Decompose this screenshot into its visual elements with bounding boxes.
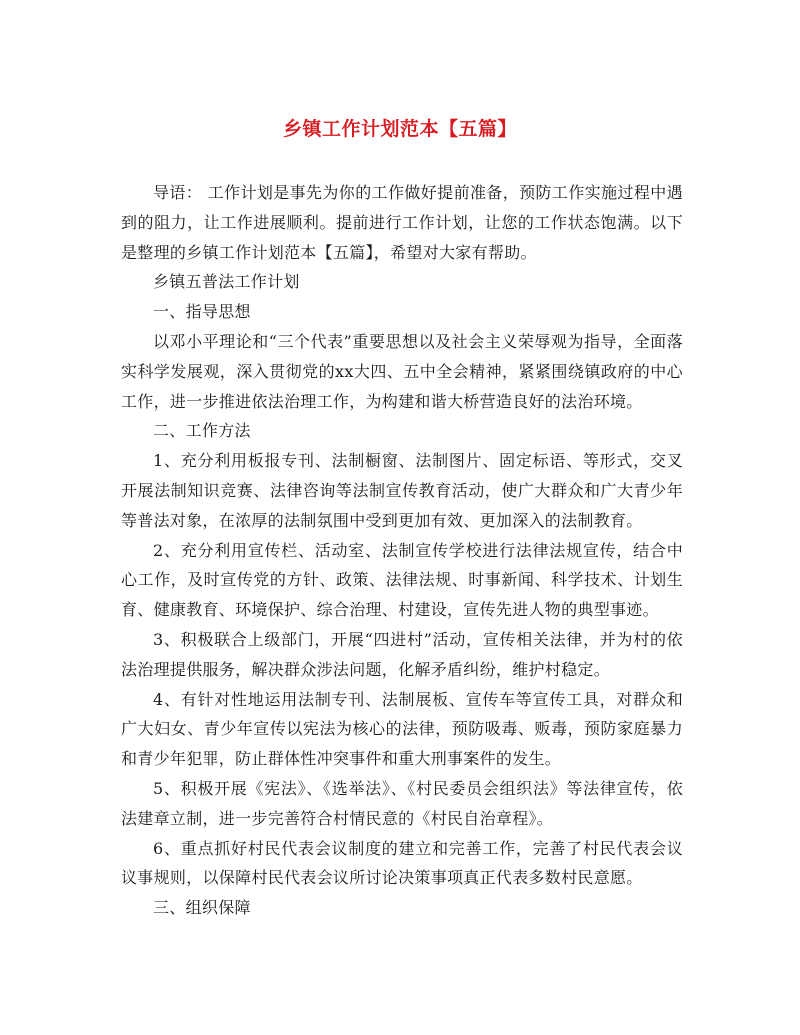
method-item-4: 4、有针对性地运用法制专刊、法制展板、宣传车等宣传工具，对群众和广大妇女、青少年宣传以宪法为核心的法律，预防吸毒、贩毒，预防家庭暴力和青少年犯罪，防止群体性冲突事件和重大刑事案件的发生。 [121,689,683,769]
guiding-ideology-paragraph: 以邓小平理论和“三个代表”重要思想以及社会主义荣辱观为指导，全面落实科学发展观，深入贯彻党的xx大四、五中全会精神，紧紧围绕镇政府的中心工作，进一步推进依法治理工作，为构建和谐大桥营造良好的法治环境。 [121,331,683,411]
heading-organization: 三、组织保障 [153,898,251,918]
method-item-3: 3、积极联合上级部门，开展“四进村”活动，宣传相关法律，并为村的依法治理提供服务，解决群众涉法问题，化解矛盾纠纷，维护村稳定。 [121,629,683,679]
method-item-2: 2、充分利用宣传栏、活动室、法制宣传学校进行法律法规宣传，结合中心工作，及时宣传党的方针、政策、法律法规、时事新闻、科学技术、计划生育、健康教育、环境保护、综合治理、村建设，宣传先进人物的典型事迹。 [121,540,683,620]
method-item-6: 6、重点抓好村民代表会议制度的建立和完善工作，完善了村民代表会议议事规则，以保障村民代表会议所讨论决策事项真正代表多数村民意愿。 [121,838,683,888]
heading-work-methods: 二、工作方法 [153,421,251,441]
intro-paragraph: 导语： 工作计划是事先为你的工作做好提前准备，预防工作实施过程中遇到的阻力，让工作进展顺利。提前进行工作计划，让您的工作状态饱满。以下是整理的乡镇工作计划范本【五篇】，希望对大家有帮助。 [121,183,683,262]
heading-guiding-ideology: 一、指导思想 [153,302,251,322]
method-item-1: 1、充分利用板报专刊、法制橱窗、法制图片、固定标语、等形式，交叉开展法制知识竞赛、法律咨询等法制宣传教育活动，使广大群众和广大青少年等普法对象，在浓厚的法制氛围中受到更加有效、更加深入的法制教育。 [121,451,683,530]
section-title: 乡镇五普法工作计划 [153,272,300,292]
document-body [121,178,683,923]
page-title: 乡镇工作计划范本【五篇】 [282,118,517,140]
method-item-5: 5、积极开展《宪法》、《选举法》、《村民委员会组织法》等法律宣传，依法建章立制，进一步完善符合村情民意的《村民自治章程》。 [121,778,683,828]
